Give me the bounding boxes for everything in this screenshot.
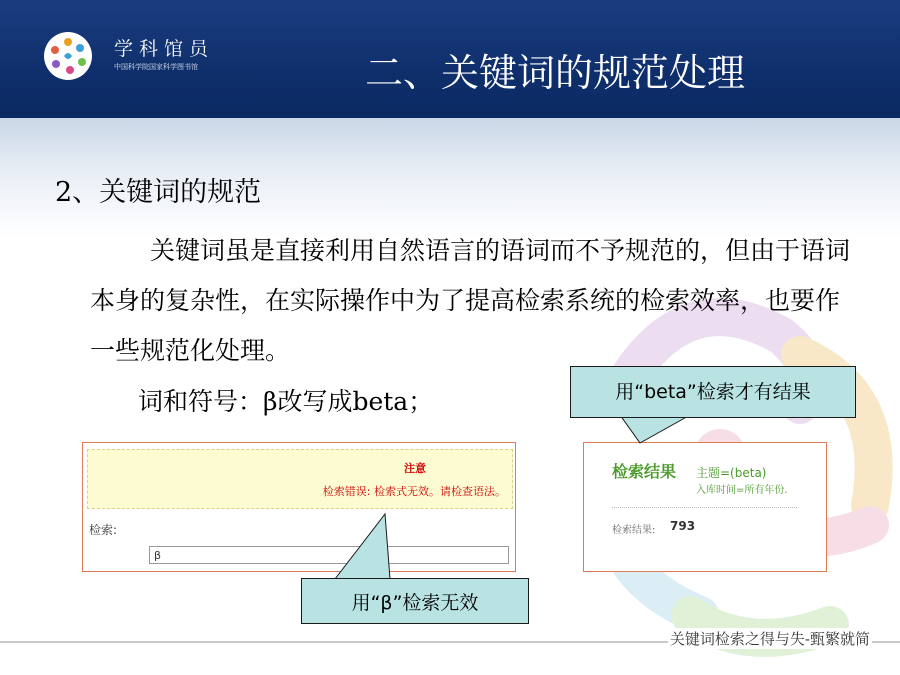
result-subject: 主题=(beta) bbox=[696, 466, 767, 480]
footer-text: 关键词检索之得与失-甄繁就简 bbox=[669, 630, 870, 648]
notice-message: 检索错误: 检索式无效。请检查语法。 bbox=[322, 485, 506, 498]
logo-subtitle: 中国科学院国家科学图书馆 bbox=[114, 63, 198, 71]
beta-result-callout: 用“beta”检索才有结果 bbox=[570, 366, 856, 418]
search-error-screenshot bbox=[82, 442, 516, 572]
result-count: 793 bbox=[670, 519, 696, 533]
result-count-label: 检索结果: bbox=[612, 525, 656, 536]
logo-icon bbox=[44, 32, 92, 80]
section-subheading: 2、关键词的规范 bbox=[55, 177, 262, 208]
rule-text: 词和符号：β改写成beta； bbox=[138, 387, 434, 416]
notice-title: 注意 bbox=[404, 462, 426, 475]
logo-name: 学科馆员 bbox=[114, 38, 215, 60]
result-title: 检索结果 bbox=[612, 462, 677, 481]
search-result-screenshot bbox=[583, 442, 827, 572]
body-paragraph: 关键词虽是直接利用自然语言的语词而不予规范的，但由于语词本身的复杂性，在实际操作中为了提高检索系统的检索效率，也要作一些规范化处理。 bbox=[90, 236, 851, 365]
result-divider bbox=[612, 507, 797, 508]
search-label: 检索: bbox=[89, 523, 118, 537]
search-input[interactable] bbox=[149, 546, 509, 564]
error-notice bbox=[87, 449, 513, 509]
page-title: 二、关键词的规范处理 bbox=[365, 51, 746, 95]
result-time-range: 入库时间=所有年份. bbox=[696, 485, 788, 496]
beta-symbol-callout: 用“β”检索无效 bbox=[301, 578, 529, 624]
header-banner bbox=[0, 0, 900, 118]
